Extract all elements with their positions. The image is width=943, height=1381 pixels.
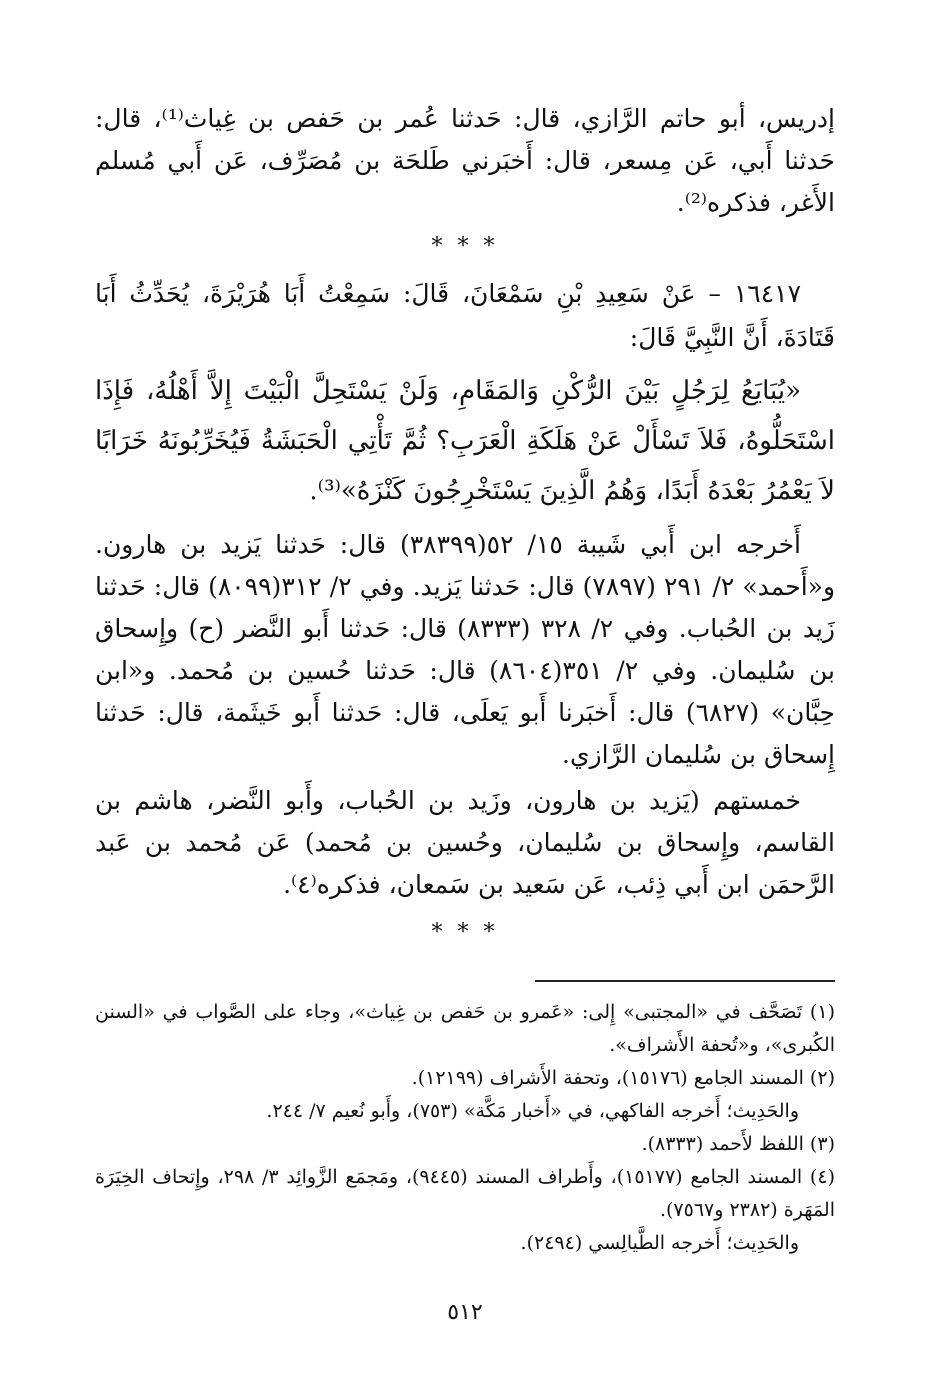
hadith-heading: ١٦٤١٧ – عَنْ سَعِيدِ بْنِ سَمْعَانَ، قَالَ: سَمِعْتُ أَبَا هُرَيْرَةَ، يُحَدِّثُ أَبَا قَتَادَةَ، أَنَّ النَّبِيَّ قَالَ: xyxy=(95,279,835,352)
footnotes xyxy=(95,996,835,1260)
footnote-1: (١) تَصَحَّف في «المجتبى» إِلى: «عَمرو بن حَفص بن غِياث»، وجاء على الصَّواب في «السنن الكُبرى»، و«تُحفة الأَشراف». xyxy=(95,1001,835,1056)
hadith-text: «يُبَايَعُ لِرَجُلٍ بَيْنَ الرُّكْنِ وَالمَقَامِ، وَلَنْ يَسْتَحِلَّ الْبَيْتَ إِلاَّ أَهْلُهُ، فَإِذَا اسْتَحَلُّوهُ، فَلاَ تَسْأَلْ عَنْ هَلَكَةِ الْعَرَبِ؟ ثُمَّ تَأْتِي الْحَبَشَةُ فَيُخَرِّبُونَهُ خَرَابًا لاَ يَعْمُرُ بَعْدَهُ أَبَدًا، وَهُمُ الَّذِينَ يَسْتَخْرِجُونَ كَنْزَهُ»⁽³⁾. xyxy=(95,376,835,506)
footnote-divider xyxy=(535,980,835,982)
takhrij-paragraph: أَخرجه ابن أَبي شَيبة ١٥/ ٥٢(٣٨٣٩٩) قال: حَدثنا يَزيد بن هارون. و«أَحمد» ٢/ ٢٩١ (٧٨٩٧) قال: حَدثنا يَزيد. وفي ٢/ ٣١٢(٨٠٩٩) قال: حَدثنا زَيد بن الحُباب. وفي ٢/ ٣٢٨ (٨٣٣٣) قال: حَدثنا أَبو النَّضر (ح) وإِسحاق بن سُليمان. وفي ٢/ ٣٥١(٨٦٠٤) قال: حَدثنا حُسين بن مُحمد. و«ابن حِبَّان» (٦٨٢٧) قال: أَخبَرنا أَبو يَعلَى، قال: حَدثنا أَبو خَيثَمة، قال: حَدثنا إِسحاق بن سُليمان الرَّازي. xyxy=(95,530,836,769)
section-separator: * * * xyxy=(431,920,499,945)
footnote-4-continuation: والحَدِيث؛ أَخرجه الطَّيالِسي (٢٤٩٤). xyxy=(520,1232,799,1254)
top-paragraph: إدريس، أبو حاتم الرَّازي، قال: حَدثنا عُمر بن حَفص بن غِياث⁽¹⁾، قال: حَدثنا أَبي، عَن مِسعر، قال: أَخبَرني طَلحَة بن مُصَرِّف، عَن أَبي مُسلم الأَغر، فذكره⁽²⁾. xyxy=(95,104,836,217)
footnote-3: (٣) اللفظ لأَحمد (٨٣٣٣). xyxy=(641,1133,835,1155)
page-number: ٥١٢ xyxy=(447,1300,483,1325)
book-page xyxy=(95,98,835,1325)
footnote-2: (٢) المسند الجامع (١٥١٧٦)، وتحفة الأَشراف (١٢١٩٩). xyxy=(411,1067,835,1089)
section-separator: * * * xyxy=(431,234,499,259)
footnote-2-continuation: والحَدِيث؛ أَخرجه الفاكهي، في «أَخبار مَكَّة» (٧٥٣)، وأَبو نُعيم ٧/ ٢٤٤. xyxy=(266,1100,799,1122)
summary-paragraph: خمستهم (يَزيد بن هارون، وزَيد بن الحُباب، وأَبو النَّضر، هاشم بن القاسم، وإِسحاق بن سُليمان، وحُسين بن مُحمد) عَن مُحمد بن عَبد الرَّحمَن ابن أَبي ذِئب، عَن سَعيد بن سَمعان، فذكره⁽٤⁾. xyxy=(95,786,835,899)
footnote-4: (٤) المسند الجامع (١٥١٧٧)، وأَطراف المسند (٩٤٤٥)، ومَجمَع الزَّوائِد ٣/ ٢٩٨، وإِتحاف الخِيَرَة المَهَرة (٢٣٨٢ و٧٥٦٧). xyxy=(95,1166,835,1221)
